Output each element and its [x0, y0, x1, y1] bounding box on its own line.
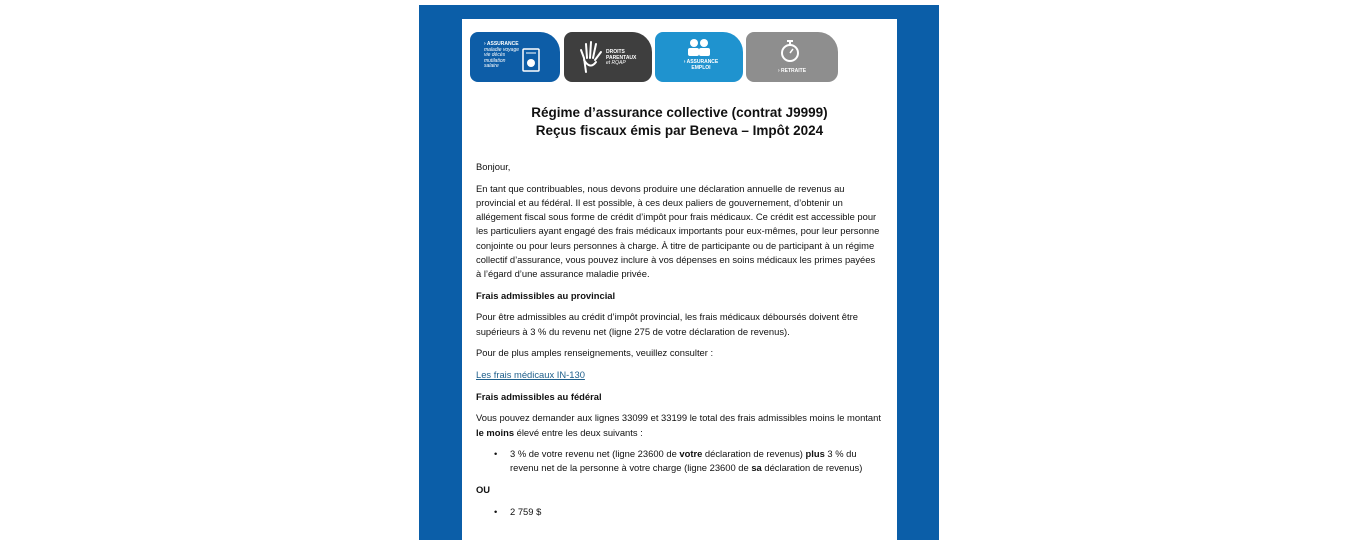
tab-droits-parentaux[interactable] [564, 32, 652, 82]
email-body [462, 19, 897, 540]
bullet-dot: • [494, 505, 498, 517]
stopwatch-icon [780, 40, 800, 62]
list-item: • 2 759 $ [476, 505, 881, 519]
email-content [476, 160, 881, 527]
list-item: • 3 % de votre revenu net (ligne 23600 de votre déclaration de revenus) plus 3 % du revenu net de la personne à votre charge (ligne 23600 de sa déclaration de revenus) [494, 448, 863, 474]
more-info-text: Pour de plus amples renseignements, veuillez consulter : [476, 347, 714, 359]
hand-icon [578, 40, 604, 74]
greeting: Bonjour, [476, 161, 511, 172]
tab-assurance-label: › ASSURANCE [484, 41, 519, 47]
tab-droits-label: DROITS PARENTAUX [606, 49, 637, 61]
document-chart-icon [522, 48, 540, 72]
section-heading-provincial: Frais admissibles au provincial [476, 289, 616, 301]
page-title [462, 104, 897, 140]
tab-retraite[interactable] [746, 32, 838, 82]
tab-retraite-label: › RETRAITE [777, 68, 807, 74]
link-in-130[interactable]: Les frais médicaux IN-130 [476, 368, 585, 380]
federal-paragraph: Vous pouvez demander aux lignes 33099 et 33199 le total des frais admissibles moins le montant le moins élevé entre les deux suivants : [476, 412, 881, 438]
ou-separator: OU [476, 484, 491, 496]
tab-assurance-sub: maladie voyage vie décès mutilation salaire [484, 46, 520, 69]
banner-tabs [470, 32, 890, 84]
tab-droits-sub: et RQAP [606, 60, 626, 66]
title-line-1: Régime d’assurance collective (contrat J9999) [531, 105, 828, 120]
title-line-2: Reçus fiscaux émis par Beneva – Impôt 2024 [535, 123, 824, 138]
tab-emploi-label: › ASSURANCE EMPLOI [683, 59, 719, 71]
provincial-paragraph: Pour être admissibles au crédit d’impôt provincial, les frais médicaux déboursés doivent être supérieurs à 3 % du revenu net (ligne 275 de votre déclaration de revenus). [476, 311, 858, 337]
tab-assurance[interactable] [470, 32, 560, 82]
intro-paragraph: En tant que contribuables, nous devons produire une déclaration annuelle de revenus au provincial et au fédéral. Il est possible, à ces deux paliers de gouvernement, d’obtenir un allégement fiscal sous forme de crédit d’impôt pour frais médicaux. Ce crédit est accessible pour les particuliers ayant engagé des frais médicaux importants pour eux-mêmes, pour leur personne conjointe ou pour leurs personnes à charge. À titre de participante ou de participant à un régime collectif d’assurance, vous pouvez inclure à vos dépenses en soins médicaux les primes payées à l’égard d’une assurance maladie privée. [476, 182, 880, 279]
bullet-dot: • [494, 448, 498, 460]
section-heading-federal: Frais admissibles au fédéral [476, 390, 602, 402]
workers-icon [687, 38, 711, 56]
tab-assurance-emploi[interactable] [655, 32, 743, 82]
